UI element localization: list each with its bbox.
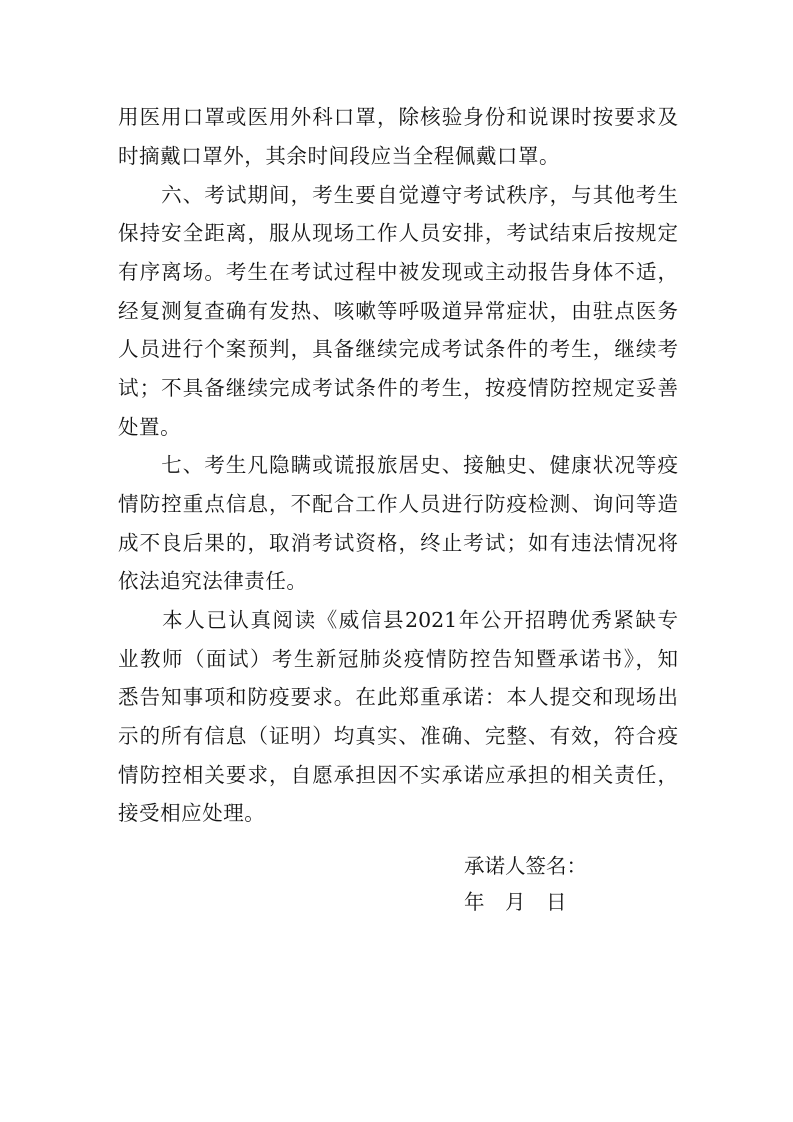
body-line-15: 业教师（面试）考生新冠肺炎疫情防控告知暨承诺书》，知 — [118, 647, 678, 671]
body-line-12: 成不良后果的，取消考试资格，终止考试；如有违法情况将 — [118, 531, 678, 555]
body-line-5: 有序离场。考生在考试过程中被发现或主动报告身体不适， — [118, 260, 678, 284]
body-line-1: 用医用口罩或医用外科口罩，除核验身份和说课时按要求及 — [118, 105, 678, 129]
body-line-17: 示的所有信息（证明）均真实、准确、完整、有效，符合疫 — [118, 724, 678, 748]
body-line-9: 处置。 — [118, 415, 182, 439]
body-line-10: 七、考生凡隐瞒或谎报旅居史、接触史、健康状况等疫 — [118, 453, 678, 477]
body-line-8: 试；不具备继续完成考试条件的考生，按疫情防控规定妥善 — [118, 376, 678, 400]
body-line-6: 经复测复查确有发热、咳嗽等呼吸道异常症状，由驻点医务 — [118, 299, 678, 323]
body-line-18: 情防控相关要求，自愿承担因不实承诺应承担的相关责任， — [118, 763, 678, 787]
body-line-14: 本人已认真阅读《威信县2021年公开招聘优秀紧缺专 — [118, 608, 678, 632]
signature-label: 承诺人签名： — [464, 854, 587, 878]
date-line: 年 月 日 — [464, 890, 567, 914]
body-line-13: 依法追究法律责任。 — [118, 569, 308, 593]
body-line-7: 人员进行个案预判，具备继续完成考试条件的考生，继续考 — [118, 337, 678, 361]
body-line-19: 接受相应处理。 — [118, 801, 266, 825]
body-line-2: 时摘戴口罩外，其余时间段应当全程佩戴口罩。 — [118, 144, 561, 168]
body-line-4: 保持安全距离，服从现场工作人员安排，考试结束后按规定 — [118, 221, 678, 245]
body-line-16: 悉告知事项和防疫要求。在此郑重承诺：本人提交和现场出 — [118, 685, 678, 709]
body-line-11: 情防控重点信息，不配合工作人员进行防疫检测、询问等造 — [118, 492, 678, 516]
body-line-3: 六、考试期间，考生要自觉遵守考试秩序，与其他考生 — [118, 183, 678, 207]
